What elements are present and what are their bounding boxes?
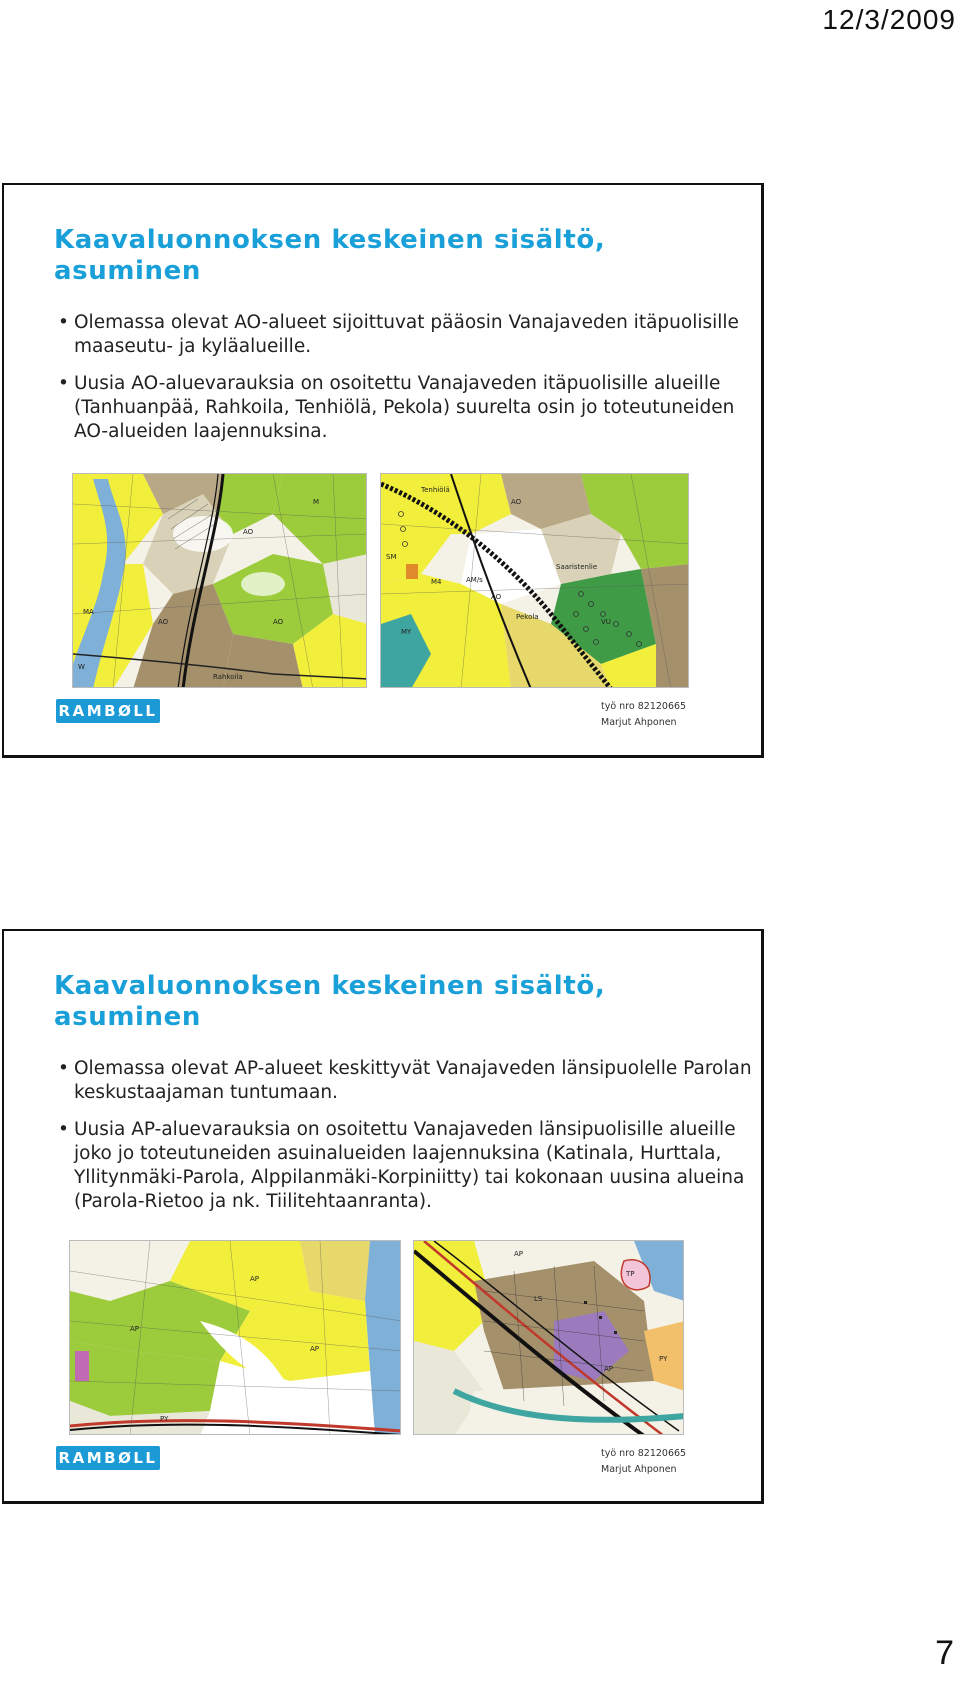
map-label: MY xyxy=(401,628,412,636)
map-label: Rahkoila xyxy=(213,673,243,681)
map-label: M xyxy=(313,498,320,506)
bullet-item: • Olemassa olevat AO-alueet sijoittuvat pääosin Vanajaveden itäpuolisille maaseutu- ja kyläalueille. xyxy=(56,311,756,359)
map-label: AM/s xyxy=(466,576,483,584)
ramboll-logo: RAMBØLL xyxy=(56,699,160,723)
map-label: TP xyxy=(626,1270,635,1278)
map-label: AP xyxy=(310,1345,320,1353)
map-label: AO xyxy=(243,528,254,536)
slide-1 xyxy=(2,183,764,758)
slide-credit xyxy=(601,1446,686,1478)
bullet-list xyxy=(56,1057,756,1227)
bullet-item: • Olemassa olevat AP-alueet keskittyvät Vanajaveden länsipuolelle Parolan keskustaajaman tuntumaan. xyxy=(56,1057,756,1105)
map-label: AO xyxy=(511,498,522,506)
slide-title: Kaavaluonnoksen keskeinen sisältö, asuminen xyxy=(54,971,606,1032)
map-label: Tenhiölä xyxy=(421,486,450,494)
zoning-map-rahkoila xyxy=(72,473,367,688)
page-number: 7 xyxy=(935,1634,954,1672)
map-label: AP xyxy=(514,1250,524,1258)
author-name: Marjut Ahponen xyxy=(601,717,677,728)
author-name: Marjut Ahponen xyxy=(601,1464,677,1475)
slide-credit xyxy=(601,699,686,731)
bullet-list xyxy=(56,311,756,457)
map-label: Saaristenlie xyxy=(556,563,598,571)
map-label: LS xyxy=(534,1295,543,1303)
work-number: työ nro 82120665 xyxy=(601,701,687,712)
work-number: työ nro 82120665 xyxy=(601,1448,687,1459)
map-label: AP xyxy=(250,1275,260,1283)
map-label: VU xyxy=(601,618,611,626)
map-image xyxy=(73,474,367,688)
slide-2 xyxy=(2,929,764,1504)
zoning-map-pekola xyxy=(380,473,689,688)
zoning-map-katinala xyxy=(69,1240,401,1435)
map-image xyxy=(414,1241,684,1435)
map-label: AO xyxy=(273,618,284,626)
map-label: PY xyxy=(160,1415,169,1423)
bullet-item: • Uusia AO-aluevarauksia on osoitettu Vanajaveden itäpuolisille alueille (Tanhuanpää, Rahkoila, Tenhiölä, Pekola) suurelta osin jo toteutuneiden AO-alueiden laajennuksina. xyxy=(56,372,756,444)
ramboll-logo: RAMBØLL xyxy=(56,1446,160,1470)
map-label: AP xyxy=(130,1325,140,1333)
map-image xyxy=(381,474,689,688)
map-label: Pekola xyxy=(516,613,539,621)
map-image xyxy=(70,1241,401,1435)
map-label: AO xyxy=(491,593,502,601)
print-date: 12/3/2009 xyxy=(822,4,956,35)
map-label: MA xyxy=(83,608,94,616)
bullet-item: • Uusia AP-aluevarauksia on osoitettu Vanajaveden länsipuolisille alueille joko jo toteutuneiden asuinalueiden laajennuksina (Katinala, Hurttala, Yllitynmäki-Parola, Alppilanmäki-Korpiniitty) tai kokonaan uusina alueina (Parola-Rietoo ja nk. Tiilitehtaanranta). xyxy=(56,1118,756,1214)
map-label: AP xyxy=(604,1365,614,1373)
slide-title: Kaavaluonnoksen keskeinen sisältö, asuminen xyxy=(54,225,606,286)
zoning-map-parola xyxy=(413,1240,684,1435)
map-label: SM xyxy=(386,553,397,561)
map-label: AO xyxy=(158,618,169,626)
map-label: PY xyxy=(659,1355,668,1363)
map-label: M4 xyxy=(431,578,442,586)
map-label: W xyxy=(78,663,85,671)
